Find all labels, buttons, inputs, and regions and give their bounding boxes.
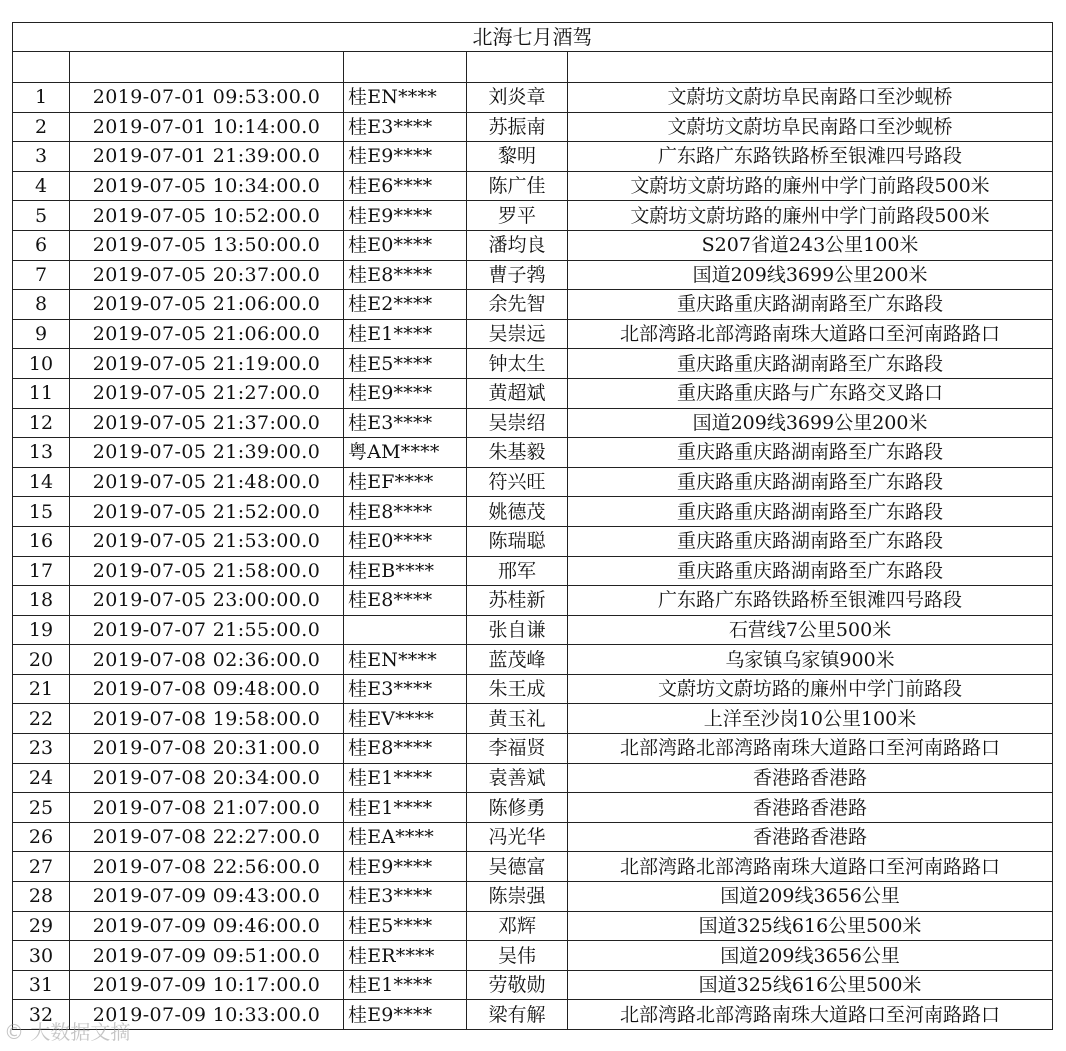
table-body [13, 23, 1053, 1030]
violation-time: 2019-07-05 21:48:00.0 [70, 467, 344, 497]
driver-name: 吴伟 [467, 941, 568, 971]
violation-location: 广东路广东路铁路桥至银滩四号路段 [568, 142, 1053, 172]
violation-location: 北部湾路北部湾路南珠大道路口至河南路路口 [568, 1000, 1053, 1030]
row-index: 22 [13, 704, 70, 734]
violation-location: 乌家镇乌家镇900米 [568, 645, 1053, 675]
row-index: 27 [13, 852, 70, 882]
plate-number: 桂E3**** [344, 882, 467, 912]
driver-name: 吴德富 [467, 852, 568, 882]
plate-number: 桂E8**** [344, 497, 467, 527]
row-index: 10 [13, 349, 70, 379]
violation-time: 2019-07-05 21:39:00.0 [70, 438, 344, 468]
violation-location: S207省道243公里100米 [568, 230, 1053, 260]
violation-location: 重庆路重庆路湖南路至广东路段 [568, 556, 1053, 586]
plate-number: 桂EF**** [344, 467, 467, 497]
violation-location: 重庆路重庆路湖南路至广东路段 [568, 349, 1053, 379]
violation-time: 2019-07-05 13:50:00.0 [70, 230, 344, 260]
violation-location: 国道325线616公里500米 [568, 911, 1053, 941]
plate-number: 桂E0**** [344, 526, 467, 556]
plate-number: 桂E9**** [344, 852, 467, 882]
violation-time: 2019-07-09 09:51:00.0 [70, 941, 344, 971]
violation-location: 重庆路重庆路湖南路至广东路段 [568, 438, 1053, 468]
table-row [13, 941, 1053, 971]
violation-time: 2019-07-08 21:07:00.0 [70, 793, 344, 823]
violation-time: 2019-07-05 21:06:00.0 [70, 319, 344, 349]
violation-location: 北部湾路北部湾路南珠大道路口至河南路路口 [568, 319, 1053, 349]
blank-cell [70, 52, 344, 83]
table-row [13, 230, 1053, 260]
plate-number: 桂E9**** [344, 1000, 467, 1030]
driver-name: 曹子鹁 [467, 260, 568, 290]
row-index: 6 [13, 230, 70, 260]
row-index: 16 [13, 526, 70, 556]
row-index: 9 [13, 319, 70, 349]
violation-time: 2019-07-05 10:34:00.0 [70, 171, 344, 201]
violation-time: 2019-07-08 02:36:00.0 [70, 645, 344, 675]
blank-cell [467, 52, 568, 83]
plate-number: 桂E6**** [344, 171, 467, 201]
violation-time: 2019-07-08 20:34:00.0 [70, 763, 344, 793]
table-row [13, 319, 1053, 349]
row-index: 17 [13, 556, 70, 586]
violation-location: 石营线7公里500米 [568, 615, 1053, 645]
row-index: 20 [13, 645, 70, 675]
violation-location: 文蔚坊文蔚坊阜民南路口至沙蚬桥 [568, 112, 1053, 142]
row-index: 13 [13, 438, 70, 468]
table-row [13, 645, 1053, 675]
violation-time: 2019-07-05 10:52:00.0 [70, 201, 344, 231]
table-row [13, 734, 1053, 764]
driver-name: 张自谦 [467, 615, 568, 645]
title-row [13, 23, 1053, 52]
table-row [13, 378, 1053, 408]
table-row [13, 852, 1053, 882]
table-row [13, 556, 1053, 586]
plate-number: 桂ER**** [344, 941, 467, 971]
driver-name: 罗平 [467, 201, 568, 231]
table-row [13, 704, 1053, 734]
row-index: 23 [13, 734, 70, 764]
driver-name: 邓辉 [467, 911, 568, 941]
blank-cell [344, 52, 467, 83]
plate-number: 桂E3**** [344, 112, 467, 142]
driver-name: 袁善斌 [467, 763, 568, 793]
table-row [13, 112, 1053, 142]
violation-time: 2019-07-07 21:55:00.0 [70, 615, 344, 645]
row-index: 14 [13, 467, 70, 497]
row-index: 32 [13, 1000, 70, 1030]
violation-time: 2019-07-05 21:58:00.0 [70, 556, 344, 586]
plate-number: 桂E8**** [344, 586, 467, 616]
violation-location: 重庆路重庆路湖南路至广东路段 [568, 526, 1053, 556]
violation-location: 重庆路重庆路与广东路交叉路口 [568, 378, 1053, 408]
table-row [13, 408, 1053, 438]
violation-location: 北部湾路北部湾路南珠大道路口至河南路路口 [568, 852, 1053, 882]
driver-name: 刘炎章 [467, 83, 568, 113]
driver-name: 陈崇强 [467, 882, 568, 912]
table-row [13, 83, 1053, 113]
table-row [13, 970, 1053, 1000]
row-index: 4 [13, 171, 70, 201]
violation-time: 2019-07-01 21:39:00.0 [70, 142, 344, 172]
violation-time: 2019-07-08 22:27:00.0 [70, 822, 344, 852]
table-row [13, 171, 1053, 201]
row-index: 24 [13, 763, 70, 793]
violation-time: 2019-07-05 21:53:00.0 [70, 526, 344, 556]
table-row [13, 793, 1053, 823]
violation-time: 2019-07-08 22:56:00.0 [70, 852, 344, 882]
driver-name: 李福贤 [467, 734, 568, 764]
plate-number: 桂E1**** [344, 793, 467, 823]
violation-time: 2019-07-05 20:37:00.0 [70, 260, 344, 290]
violation-location: 国道325线616公里500米 [568, 970, 1053, 1000]
violation-time: 2019-07-08 20:31:00.0 [70, 734, 344, 764]
drunk-driving-table [12, 22, 1053, 1030]
row-index: 21 [13, 674, 70, 704]
violation-location: 国道209线3699公里200米 [568, 260, 1053, 290]
violation-time: 2019-07-08 09:48:00.0 [70, 674, 344, 704]
violation-time: 2019-07-09 10:17:00.0 [70, 970, 344, 1000]
driver-name: 梁有解 [467, 1000, 568, 1030]
plate-number: 粤AM**** [344, 438, 467, 468]
plate-number: 桂EN**** [344, 645, 467, 675]
driver-name: 冯光华 [467, 822, 568, 852]
table-row [13, 497, 1053, 527]
row-index: 19 [13, 615, 70, 645]
violation-location: 文蔚坊文蔚坊路的廉州中学门前路段500米 [568, 201, 1053, 231]
plate-number: 桂E5**** [344, 911, 467, 941]
violation-location: 香港路香港路 [568, 822, 1053, 852]
plate-number: 桂E8**** [344, 734, 467, 764]
violation-location: 重庆路重庆路湖南路至广东路段 [568, 290, 1053, 320]
table-row [13, 438, 1053, 468]
table-row [13, 882, 1053, 912]
violation-location: 文蔚坊文蔚坊路的廉州中学门前路段 [568, 674, 1053, 704]
watermark: © 大数据文摘 [4, 1020, 131, 1044]
table-row [13, 142, 1053, 172]
violation-location: 文蔚坊文蔚坊路的廉州中学门前路段500米 [568, 171, 1053, 201]
plate-number: 桂E5**** [344, 349, 467, 379]
table-row [13, 349, 1053, 379]
plate-number: 桂E9**** [344, 201, 467, 231]
driver-name: 吴崇远 [467, 319, 568, 349]
driver-name: 陈修勇 [467, 793, 568, 823]
driver-name: 蓝茂峰 [467, 645, 568, 675]
table-row [13, 260, 1053, 290]
driver-name: 余先智 [467, 290, 568, 320]
plate-number: 桂EB**** [344, 556, 467, 586]
driver-name: 吴崇绍 [467, 408, 568, 438]
driver-name: 符兴旺 [467, 467, 568, 497]
row-index: 3 [13, 142, 70, 172]
driver-name: 苏振南 [467, 112, 568, 142]
plate-number: 桂EN**** [344, 83, 467, 113]
row-index: 5 [13, 201, 70, 231]
table-row [13, 1000, 1053, 1030]
row-index: 7 [13, 260, 70, 290]
table-title: 北海七月酒驾 [13, 23, 1053, 52]
table-row [13, 763, 1053, 793]
row-index: 29 [13, 911, 70, 941]
violation-location: 上洋至沙岗10公里100米 [568, 704, 1053, 734]
violation-location: 北部湾路北部湾路南珠大道路口至河南路路口 [568, 734, 1053, 764]
violation-location: 香港路香港路 [568, 763, 1053, 793]
violation-time: 2019-07-09 09:46:00.0 [70, 911, 344, 941]
row-index: 11 [13, 378, 70, 408]
violation-location: 国道209线3699公里200米 [568, 408, 1053, 438]
driver-name: 朱基毅 [467, 438, 568, 468]
row-index: 25 [13, 793, 70, 823]
row-index: 2 [13, 112, 70, 142]
plate-number: 桂E0**** [344, 230, 467, 260]
plate-number: 桂E9**** [344, 378, 467, 408]
violation-location: 香港路香港路 [568, 793, 1053, 823]
row-index: 26 [13, 822, 70, 852]
violation-time: 2019-07-05 21:37:00.0 [70, 408, 344, 438]
table-row [13, 586, 1053, 616]
driver-name: 邢军 [467, 556, 568, 586]
violation-time: 2019-07-08 19:58:00.0 [70, 704, 344, 734]
driver-name: 潘均良 [467, 230, 568, 260]
driver-name: 黄玉礼 [467, 704, 568, 734]
plate-number [344, 615, 467, 645]
driver-name: 钟太生 [467, 349, 568, 379]
plate-number: 桂EV**** [344, 704, 467, 734]
row-index: 31 [13, 970, 70, 1000]
violation-location: 国道209线3656公里 [568, 941, 1053, 971]
row-index: 30 [13, 941, 70, 971]
driver-name: 劳敬勋 [467, 970, 568, 1000]
driver-name: 陈广佳 [467, 171, 568, 201]
plate-number: 桂E1**** [344, 763, 467, 793]
plate-number: 桂E1**** [344, 319, 467, 349]
driver-name: 黎明 [467, 142, 568, 172]
row-index: 28 [13, 882, 70, 912]
plate-number: 桂E9**** [344, 142, 467, 172]
plate-number: 桂E1**** [344, 970, 467, 1000]
blank-cell [568, 52, 1053, 83]
driver-name: 朱王成 [467, 674, 568, 704]
violation-location: 国道209线3656公里 [568, 882, 1053, 912]
row-index: 15 [13, 497, 70, 527]
violation-location: 文蔚坊文蔚坊阜民南路口至沙蚬桥 [568, 83, 1053, 113]
table-row [13, 615, 1053, 645]
table-row [13, 467, 1053, 497]
violation-time: 2019-07-09 10:33:00.0 [70, 1000, 344, 1030]
row-index: 12 [13, 408, 70, 438]
driver-name: 黄超斌 [467, 378, 568, 408]
violation-time: 2019-07-09 09:43:00.0 [70, 882, 344, 912]
violation-time: 2019-07-05 21:27:00.0 [70, 378, 344, 408]
table-row [13, 526, 1053, 556]
violation-location: 广东路广东路铁路桥至银滩四号路段 [568, 586, 1053, 616]
violation-time: 2019-07-05 21:19:00.0 [70, 349, 344, 379]
plate-number: 桂E3**** [344, 408, 467, 438]
violation-location: 重庆路重庆路湖南路至广东路段 [568, 467, 1053, 497]
table-row [13, 674, 1053, 704]
violation-location: 重庆路重庆路湖南路至广东路段 [568, 497, 1053, 527]
plate-number: 桂EA**** [344, 822, 467, 852]
row-index: 18 [13, 586, 70, 616]
violation-time: 2019-07-01 09:53:00.0 [70, 83, 344, 113]
violation-time: 2019-07-05 21:06:00.0 [70, 290, 344, 320]
row-index: 1 [13, 83, 70, 113]
driver-name: 苏桂新 [467, 586, 568, 616]
table-row [13, 822, 1053, 852]
plate-number: 桂E2**** [344, 290, 467, 320]
table-row [13, 290, 1053, 320]
blank-header-row [13, 52, 1053, 83]
table-row [13, 911, 1053, 941]
plate-number: 桂E8**** [344, 260, 467, 290]
table-row [13, 201, 1053, 231]
driver-name: 姚德茂 [467, 497, 568, 527]
violation-time: 2019-07-05 21:52:00.0 [70, 497, 344, 527]
blank-cell [13, 52, 70, 83]
violation-time: 2019-07-05 23:00:00.0 [70, 586, 344, 616]
row-index: 8 [13, 290, 70, 320]
driver-name: 陈瑞聪 [467, 526, 568, 556]
plate-number: 桂E3**** [344, 674, 467, 704]
violation-time: 2019-07-01 10:14:00.0 [70, 112, 344, 142]
